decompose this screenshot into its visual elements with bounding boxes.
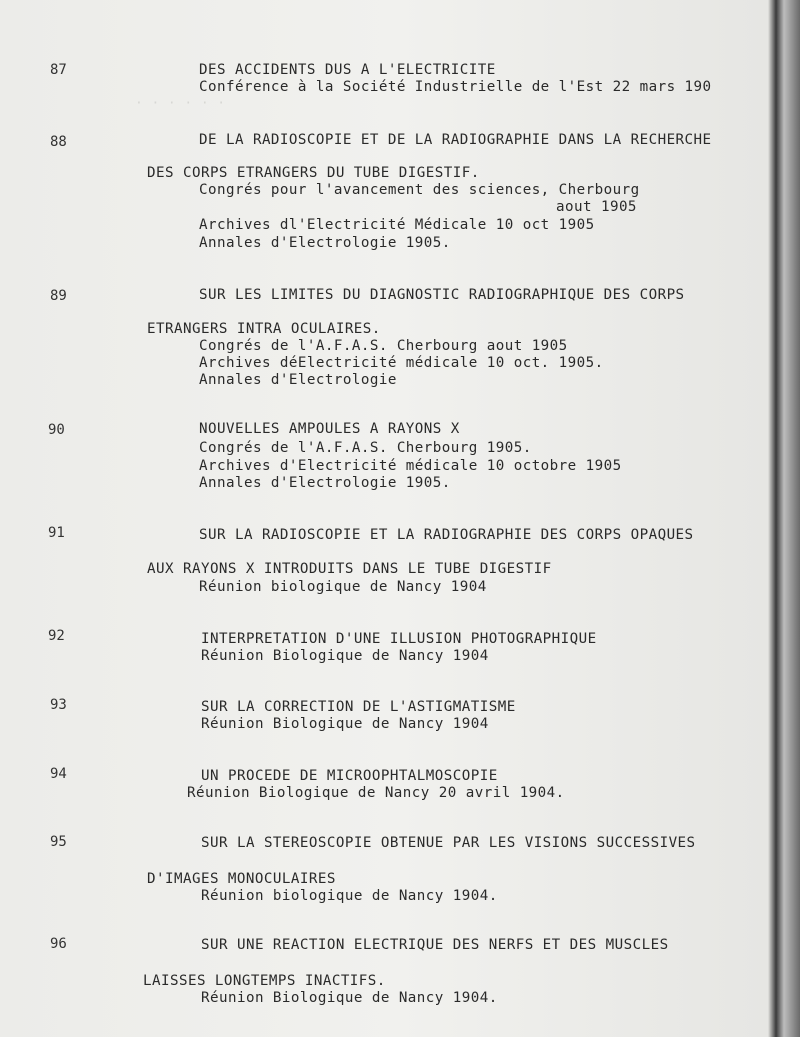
entry-detail: Congrés de l'A.F.A.S. Cherbourg 1905. xyxy=(199,440,532,456)
entry-detail: Réunion biologique de Nancy 1904. xyxy=(201,888,498,904)
entry-detail: Réunion Biologique de Nancy 1904 xyxy=(201,648,489,664)
entry-title: DES ACCIDENTS DUS A L'ELECTRICITE xyxy=(199,62,496,78)
entry-title: DES CORPS ETRANGERS DU TUBE DIGESTIF. xyxy=(147,165,480,181)
entry-title: NOUVELLES AMPOULES A RAYONS X xyxy=(199,421,460,437)
entry-title: UN PROCEDE DE MICROOPHTALMOSCOPIE xyxy=(201,768,498,784)
entry-detail: Annales d'Electrologie 1905. xyxy=(199,235,451,251)
entry-title: AUX RAYONS X INTRODUITS DANS LE TUBE DIGESTIF xyxy=(147,561,552,577)
entry-detail: Archives dl'Electricité Médicale 10 oct 1905 xyxy=(199,217,595,233)
entry-detail: Annales d'Electrologie 1905. xyxy=(199,475,451,491)
entry-number: 95 xyxy=(50,834,67,850)
entry-number: 87 xyxy=(50,62,67,78)
entry-number: 94 xyxy=(50,766,67,782)
entry-number: 91 xyxy=(48,525,65,541)
entry-number: 88 xyxy=(50,134,67,150)
entry-title: SUR LES LIMITES DU DIAGNOSTIC RADIOGRAPHIQUE DES CORPS xyxy=(199,287,685,303)
entry-title: DE LA RADIOSCOPIE ET DE LA RADIOGRAPHIE DANS LA RECHERCHE xyxy=(199,132,712,148)
entry-detail: aout 1905 xyxy=(556,199,637,215)
bleed-through-text: · · · · · · xyxy=(135,96,226,111)
entry-detail: Congrés pour l'avancement des sciences, Cherbourg xyxy=(199,182,640,198)
entry-number: 96 xyxy=(50,936,67,952)
entry-detail: Réunion Biologique de Nancy 1904. xyxy=(201,990,498,1006)
entry-title: SUR LA STEREOSCOPIE OBTENUE PAR LES VISIONS SUCCESSIVES xyxy=(201,835,696,851)
entry-title: SUR LA CORRECTION DE L'ASTIGMATISME xyxy=(201,699,516,715)
entry-title: INTERPRETATION D'UNE ILLUSION PHOTOGRAPHIQUE xyxy=(201,631,597,647)
entry-title: LAISSES LONGTEMPS INACTIFS. xyxy=(143,973,386,989)
entry-detail: Conférence à la Société Industrielle de l'Est 22 mars 190 xyxy=(199,79,712,95)
entry-detail: Archives déElectricité médicale 10 oct. 1905. xyxy=(199,355,604,371)
entry-detail: Réunion biologique de Nancy 1904 xyxy=(199,579,487,595)
entry-number: 93 xyxy=(50,697,67,713)
entry-detail: Réunion Biologique de Nancy 20 avril 1904. xyxy=(187,785,565,801)
entry-title: D'IMAGES MONOCULAIRES xyxy=(147,871,336,887)
entry-title: SUR UNE REACTION ELECTRIQUE DES NERFS ET DES MUSCLES xyxy=(201,937,669,953)
entry-number: 92 xyxy=(48,628,65,644)
entry-title: ETRANGERS INTRA OCULAIRES. xyxy=(147,321,381,337)
entry-detail: Réunion Biologique de Nancy 1904 xyxy=(201,716,489,732)
entry-title: SUR LA RADIOSCOPIE ET LA RADIOGRAPHIE DES CORPS OPAQUES xyxy=(199,527,694,543)
entry-detail: Annales d'Electrologie xyxy=(199,372,397,388)
entry-number: 89 xyxy=(50,288,67,304)
entry-detail: Archives d'Electricité médicale 10 octobre 1905 xyxy=(199,458,622,474)
entry-detail: Congrés de l'A.F.A.S. Cherbourg aout 1905 xyxy=(199,338,568,354)
entry-number: 90 xyxy=(48,422,65,438)
